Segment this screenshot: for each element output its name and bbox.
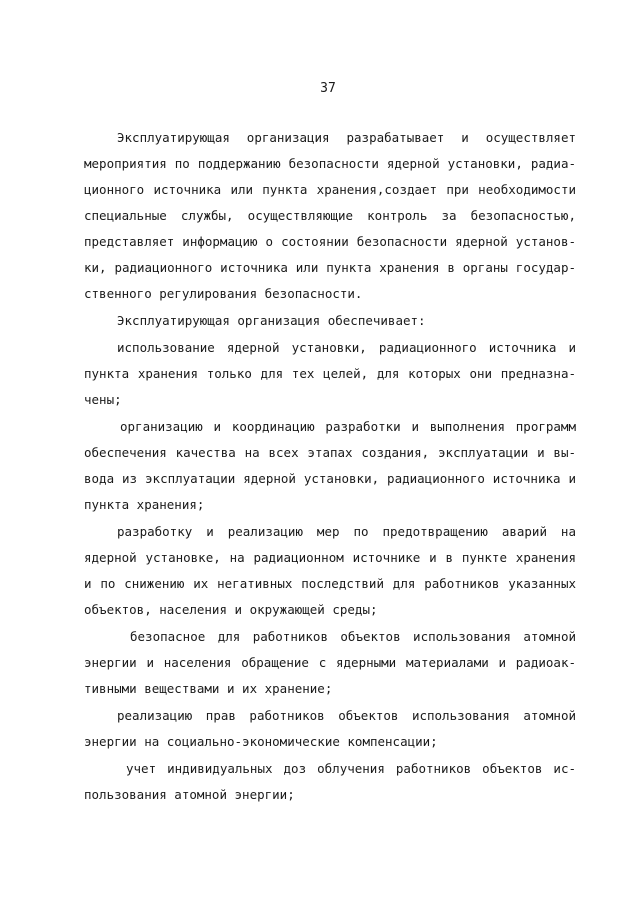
text-line: использование ядерной установки, радиационного источника и	[117, 340, 576, 355]
text-line: энергии и населения обращение с ядерными материалами и радиоак-	[84, 655, 576, 670]
text-line: организацию и координацию разработки и выполнения программ	[120, 419, 576, 434]
text-line: разработку и реализацию мер по предотвращению аварий на	[117, 524, 576, 539]
text-line: ки, радиационного источника или пункта хранения в органы государ-	[84, 260, 576, 275]
text-line: специальные службы, осуществляющие контроль за безопасностью,	[84, 208, 576, 223]
text-line: объектов, населения и окружающей среды;	[84, 602, 378, 617]
text-line: ядерной установке, на радиационном источнике и в пункте хранения	[84, 550, 576, 565]
text-line: чены;	[84, 392, 122, 407]
text-line: ственного регулирования безопасности.	[84, 286, 363, 301]
text-line: мероприятия по поддержанию безопасности ядерной установки, радиа-	[84, 156, 576, 171]
text-line: обеспечения качества на всех этапах создания, эксплуатации и вы-	[84, 445, 576, 460]
text-line: Эксплуатирующая организация обеспечивает:	[117, 313, 426, 328]
text-line: тивными веществами и их хранение;	[84, 681, 333, 696]
text-line: энергии на социально-экономические компенсации;	[84, 734, 438, 749]
text-line: и по снижению их негативных последствий для работников указанных	[84, 576, 576, 591]
text-line: пункта хранения только для тех целей, для которых они предназна-	[84, 366, 576, 381]
text-line: реализацию прав работников объектов использования атомной	[117, 708, 576, 723]
text-line: пользования атомной энергии;	[84, 787, 295, 802]
text-line: вода из эксплуатации ядерной установки, радиационного источника и	[84, 471, 576, 486]
text-line: Эксплуатирующая организация разрабатывает и осуществляет	[117, 130, 576, 145]
text-line: представляет информацию о состоянии безопасности ядерной установ-	[84, 234, 576, 249]
text-line: учет индивидуальных доз облучения работников объектов ис-	[126, 761, 576, 776]
text-line: ционного источника или пункта хранения,создает при необходимости	[84, 182, 576, 197]
text-line: пункта хранения;	[84, 497, 205, 512]
text-line: безопасное для работников объектов использования атомной	[130, 629, 576, 644]
page-number: 37	[320, 81, 336, 96]
